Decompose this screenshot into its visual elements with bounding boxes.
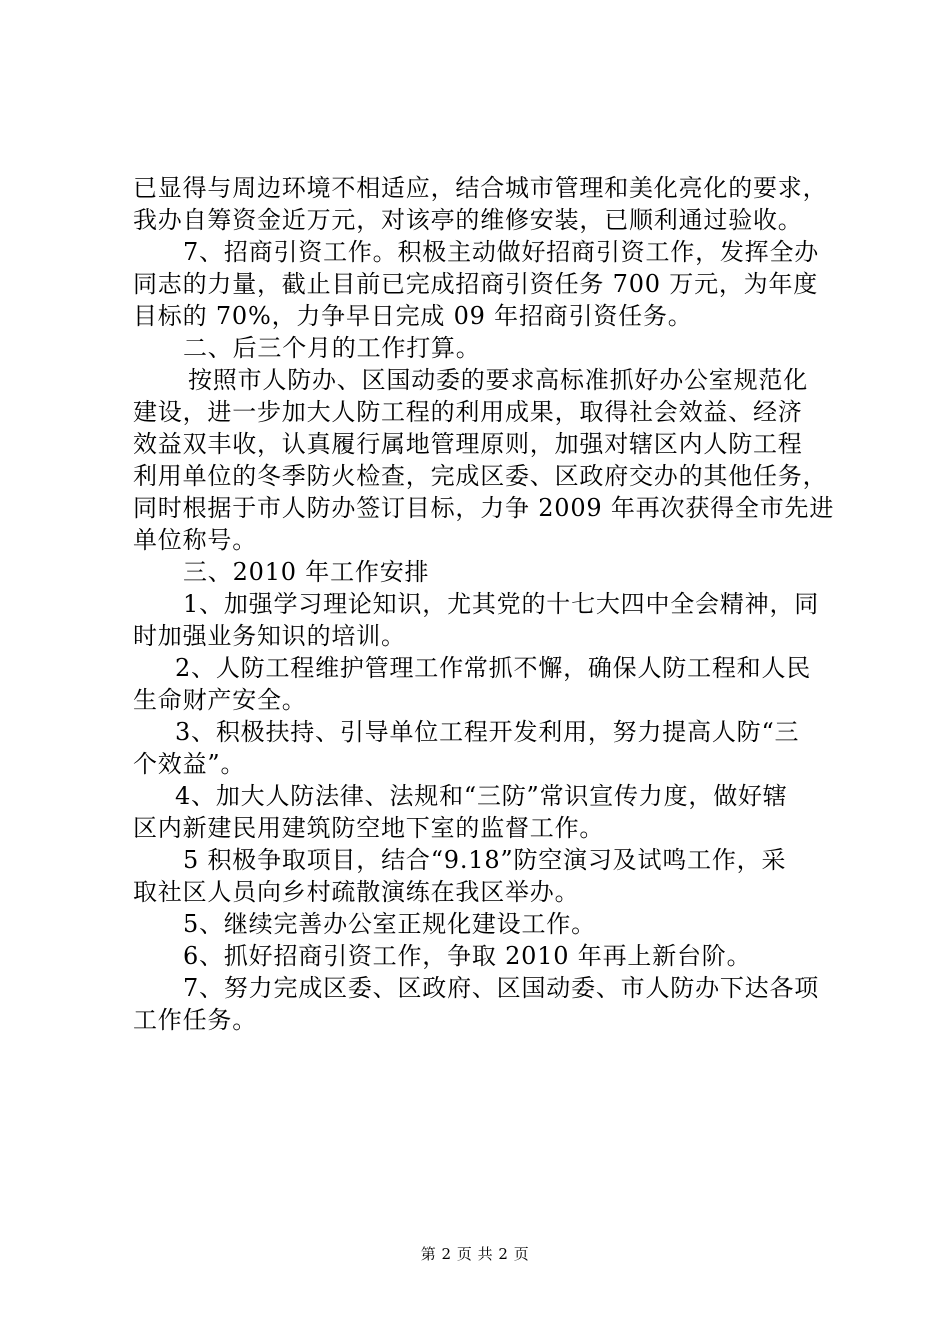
section-heading: 二、后三个月的工作打算。 xyxy=(183,334,481,362)
text-line: 同志的力量，截止目前已完成招商引资任务 700 万元，为年度 xyxy=(133,270,819,298)
text-line: 已显得与周边环境不相适应，结合城市管理和美化亮化的要求， xyxy=(133,174,828,202)
text-line: 目标的 70%，力争早日完成 09 年招商引资任务。 xyxy=(133,302,693,330)
text-line: 建设，进一步加大人防工程的利用成果，取得社会效益、经济 xyxy=(133,398,803,426)
text-line: 效益双丰收，认真履行属地管理原则，加强对辖区内人防工程 xyxy=(133,430,803,458)
text-line: 生命财产安全。 xyxy=(133,686,307,714)
text-line: 4、加大人防法律、法规和“三防”常识宣传力度，做好辖 xyxy=(175,782,788,810)
text-line: 工作任务。 xyxy=(133,1006,257,1034)
text-line: 同时根据于市人防办签订目标，力争 2009 年再次获得全市先进 xyxy=(133,494,835,522)
document-body xyxy=(133,172,833,1036)
text-line: 区内新建民用建筑防空地下室的监督工作。 xyxy=(133,814,605,842)
text-line: 利用单位的冬季防火检查，完成区委、区政府交办的其他任务， xyxy=(133,462,828,490)
text-line: 我办自筹资金近万元，对该亭的维修安装，已顺利通过验收。 xyxy=(133,206,803,234)
text-line: 2、人防工程维护管理工作常抓不懈，确保人防工程和人民 xyxy=(175,654,812,682)
text-line: 个效益”。 xyxy=(133,750,246,778)
section-heading: 三、2010 年工作安排 xyxy=(183,558,430,586)
text-line: 时加强业务知识的培训。 xyxy=(133,622,406,650)
text-line: 7、努力完成区委、区政府、区国动委、市人防办下达各项 xyxy=(183,974,820,1002)
text-line: 取社区人员向乡村疏散演练在我区举办。 xyxy=(133,878,580,906)
text-line: 6、抓好招商引资工作，争取 2010 年再上新台阶。 xyxy=(183,942,752,970)
text-line: 按照市人防办、区国动委的要求高标准抓好办公室规范化 xyxy=(188,366,808,394)
text-line: 3、积极扶持、引导单位工程开发利用，努力提高人防“三 xyxy=(175,718,800,746)
text-line: 1、加强学习理论知识，尤其党的十七大四中全会精神，同 xyxy=(183,590,820,618)
page-number: 第 2 页 共 2 页 xyxy=(420,1245,530,1263)
text-line: 单位称号。 xyxy=(133,526,257,554)
text-line: 7、招商引资工作。积极主动做好招商引资工作，发挥全办 xyxy=(183,238,820,266)
text-line: 5 积极争取项目，结合“9.18”防空演习及试鸣工作，采 xyxy=(183,846,787,874)
text-line: 5、继续完善办公室正规化建设工作。 xyxy=(183,910,596,938)
